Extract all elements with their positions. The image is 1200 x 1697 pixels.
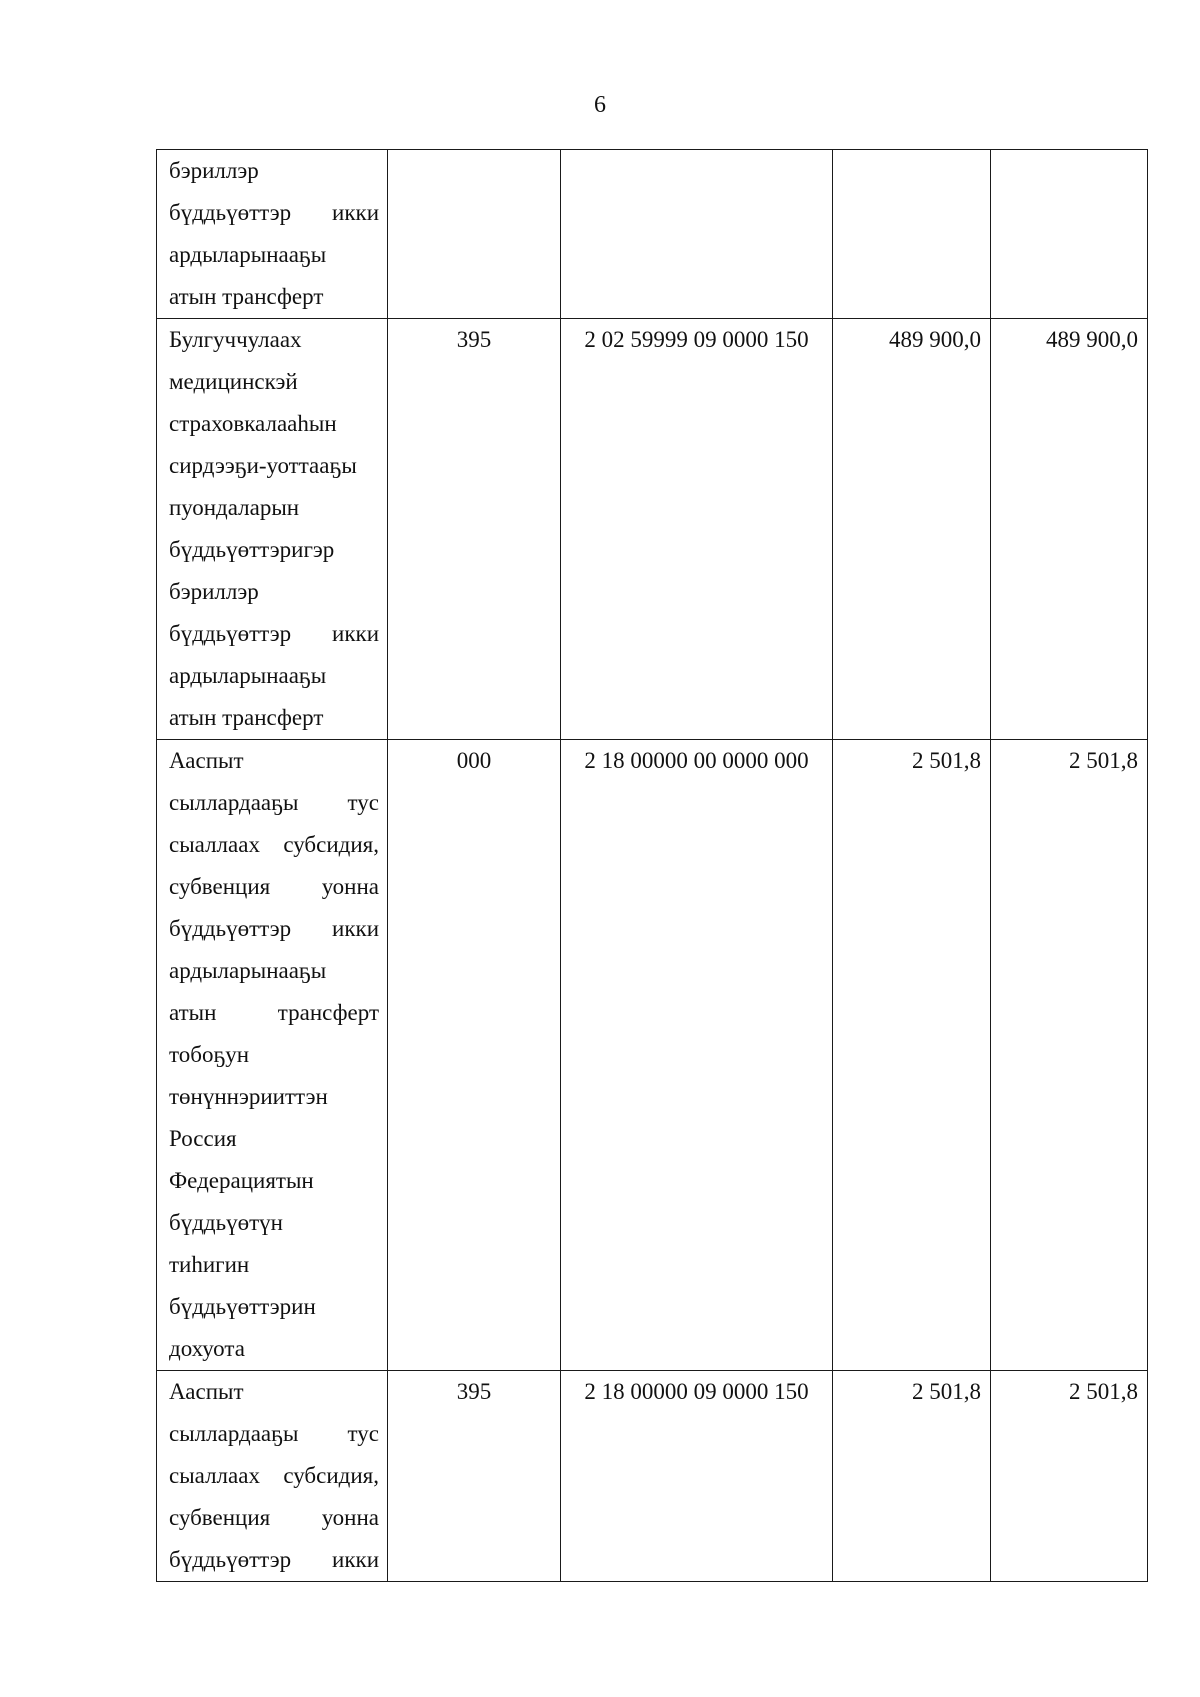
page-number: 6	[594, 92, 606, 118]
income-name-line: сыллардааҕы тус	[169, 790, 379, 815]
income-name-line: Булгуччулаах	[169, 327, 302, 352]
income-name-line: сирдээҕи-уоттааҕы	[169, 453, 357, 478]
kbk-code-cell: 2 02 59999 09 0000 150	[561, 319, 833, 740]
income-name-line: бэриллэр	[169, 579, 259, 604]
kbk-code-cell: 2 18 00000 09 0000 150	[561, 1371, 833, 1582]
amount-cell: 2 501,8	[833, 1371, 991, 1582]
admin-code-cell	[388, 150, 561, 319]
kbk-code-cell: 2 18 00000 00 0000 000	[561, 740, 833, 1371]
income-name-line: медицинскэй	[169, 369, 298, 394]
income-name-line: ардыларынааҕы	[169, 958, 327, 983]
amount-cell	[991, 150, 1148, 319]
income-name-line: Ааспыт	[169, 748, 244, 773]
table-row	[157, 740, 1148, 1371]
income-name-line: атын трансферт	[169, 284, 324, 309]
income-name-line: ардыларынааҕы	[169, 663, 327, 688]
income-name-line: бэриллэр	[169, 158, 259, 183]
income-name-cell	[157, 740, 388, 1371]
kbk-code-cell	[561, 150, 833, 319]
income-name-line: бүддьүөттэр икки	[169, 1547, 379, 1572]
income-name-line: бүддьүөттэр икки	[169, 916, 379, 941]
income-name-line: пуондаларын	[169, 495, 300, 520]
income-name-line: субвенция уонна	[169, 874, 379, 899]
income-name-line: субвенция уонна	[169, 1505, 379, 1530]
income-name-line: сыллардааҕы тус	[169, 1421, 379, 1446]
income-name-line: сыаллаах субсидия,	[169, 832, 379, 857]
income-name-line: Федерациятын	[169, 1168, 314, 1193]
table-row	[157, 319, 1148, 740]
income-name-line: тиһигин	[169, 1252, 250, 1277]
amount-cell: 489 900,0	[991, 319, 1148, 740]
income-name-cell	[157, 150, 388, 319]
admin-code-cell: 000	[388, 740, 561, 1371]
income-name-line: атын трансферт	[169, 705, 324, 730]
income-name-cell	[157, 319, 388, 740]
income-name-line: бүддьүөттэр икки	[169, 621, 379, 646]
budget-table	[156, 149, 1148, 1582]
income-name-line: бүддьүөтүн	[169, 1210, 283, 1235]
income-name-line: сыаллаах субсидия,	[169, 1463, 379, 1488]
table-row	[157, 150, 1148, 319]
income-name-line: страховкалааһын	[169, 411, 337, 436]
income-name-line: атын трансферт	[169, 1000, 379, 1025]
income-name-line: ардыларынааҕы	[169, 242, 327, 267]
income-name-line: төнүннэрииттэн	[169, 1084, 328, 1109]
table-body	[157, 150, 1148, 1582]
income-name-line: Ааспыт	[169, 1379, 244, 1404]
income-name-cell	[157, 1371, 388, 1582]
amount-cell: 2 501,8	[991, 1371, 1148, 1582]
income-name-line: Россия	[169, 1126, 237, 1151]
income-name-line: бүддьүөттэригэр	[169, 537, 335, 562]
income-name-line: тобоҕун	[169, 1042, 250, 1067]
amount-cell: 2 501,8	[833, 740, 991, 1371]
income-name-line: дохуота	[169, 1336, 245, 1361]
amount-cell	[833, 150, 991, 319]
income-name-line: бүддьүөттэрин	[169, 1294, 316, 1319]
amount-cell: 489 900,0	[833, 319, 991, 740]
admin-code-cell: 395	[388, 1371, 561, 1582]
amount-cell: 2 501,8	[991, 740, 1148, 1371]
income-name-line: бүддьүөттэр икки	[169, 200, 379, 225]
admin-code-cell: 395	[388, 319, 561, 740]
table-row	[157, 1371, 1148, 1582]
